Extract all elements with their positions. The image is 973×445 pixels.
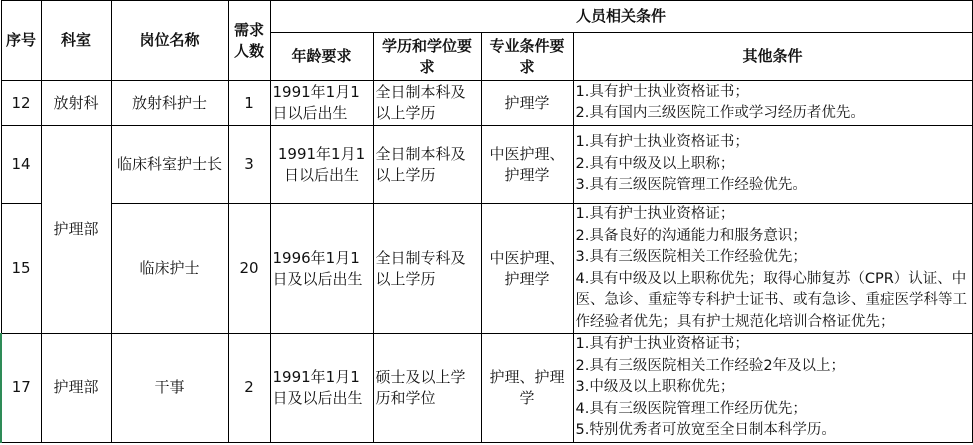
cell-count: 2 (228, 334, 270, 443)
cell-count: 3 (228, 126, 270, 204)
condition-line: 4.具有三级医院管理工作经历优先； (575, 400, 807, 417)
cell-count: 20 (228, 204, 270, 334)
cell-edu: 全日制本科及以上学历 (373, 126, 481, 204)
cell-other (573, 126, 972, 204)
cell-age: 1991年1月1日以后出生 (270, 81, 373, 126)
cell-other (573, 204, 972, 334)
table-row (1, 334, 972, 443)
table-row (1, 81, 972, 126)
condition-line: 3.中级及以上职称优先； (575, 379, 735, 395)
cell-edu: 全日制本科及以上学历 (373, 81, 481, 126)
cell-major: 护理、护理学 (481, 334, 573, 443)
header-seq: 序号 (1, 1, 41, 81)
header-group: 人员相关条件 (270, 1, 972, 33)
header-other: 其他条件 (573, 33, 972, 81)
cell-post: 临床科室护士长 (111, 126, 228, 204)
condition-line: 1.具有护士执业资格证书； (575, 336, 749, 352)
cell-edu: 全日制专科及以上学历 (373, 204, 481, 334)
header-major: 专业条件要求 (481, 33, 573, 81)
cell-seq: 17 (1, 334, 41, 443)
condition-line: 医、急诊、重症等专科护士证书、或有急诊、重症医学科等工 (575, 292, 967, 308)
condition-line: 1.具有护士执业资格证书； (575, 134, 749, 151)
condition-line: 1.具有护士执业资格证书； (575, 83, 749, 100)
cell-post: 放射科护士 (111, 81, 228, 126)
header-edu: 学历和学位要求 (373, 33, 481, 81)
table-row (1, 126, 972, 204)
condition-line: 2.具有国内三级医院工作或学习经历者优先。 (575, 105, 865, 121)
condition-line: 2.具备良好的沟通能力和服务意识； (575, 227, 807, 244)
condition-line: 2.具有三级医院相关工作经验2年及以上； (575, 357, 846, 374)
cell-age: 1991年1月1日以后出生 (270, 126, 373, 204)
header-dept: 科室 (41, 1, 111, 81)
condition-line: 3.具有三级医院相关工作经验优先； (575, 249, 807, 265)
table-row (1, 204, 972, 334)
cell-seq: 14 (1, 126, 41, 204)
cell-dept: 护理部 (41, 126, 111, 334)
cell-major: 中医护理、护理学 (481, 204, 573, 334)
cell-major: 护理学 (481, 81, 573, 126)
cell-other (573, 334, 972, 443)
condition-line: 3.具有三级医院管理工作经验优先。 (575, 177, 807, 194)
cell-age: 1991年1月1日及以后出生 (270, 334, 373, 443)
cell-age: 1996年1月1日及以后出生 (270, 204, 373, 334)
cell-edu: 硕士及以上学历和学位 (373, 334, 481, 443)
cell-major: 中医护理、护理学 (481, 126, 573, 204)
cell-post: 干事 (111, 334, 228, 443)
condition-line: 2.具有中级及以上职称； (575, 155, 735, 172)
header-count: 需求人数 (228, 1, 270, 81)
header-post: 岗位名称 (111, 1, 228, 81)
cell-dept: 放射科 (41, 81, 111, 126)
condition-line: 4.具有中级及以上职称优先；取得心肺复苏（CPR）认证、中 (575, 270, 967, 287)
condition-line: 作经验者优先；具有护士规范化培训合格证优先； (575, 313, 895, 330)
condition-line: 1.具有护士执业资格证； (575, 206, 735, 222)
cell-seq: 15 (1, 204, 41, 334)
header-age: 年龄要求 (270, 33, 373, 81)
cell-seq: 12 (1, 81, 41, 126)
cell-other (573, 81, 972, 126)
cell-count: 1 (228, 81, 270, 126)
condition-line: 5.特别优秀者可放宽至全日制本科学历。 (575, 422, 836, 438)
cell-post: 临床护士 (111, 204, 228, 334)
cell-dept: 护理部 (41, 334, 111, 443)
